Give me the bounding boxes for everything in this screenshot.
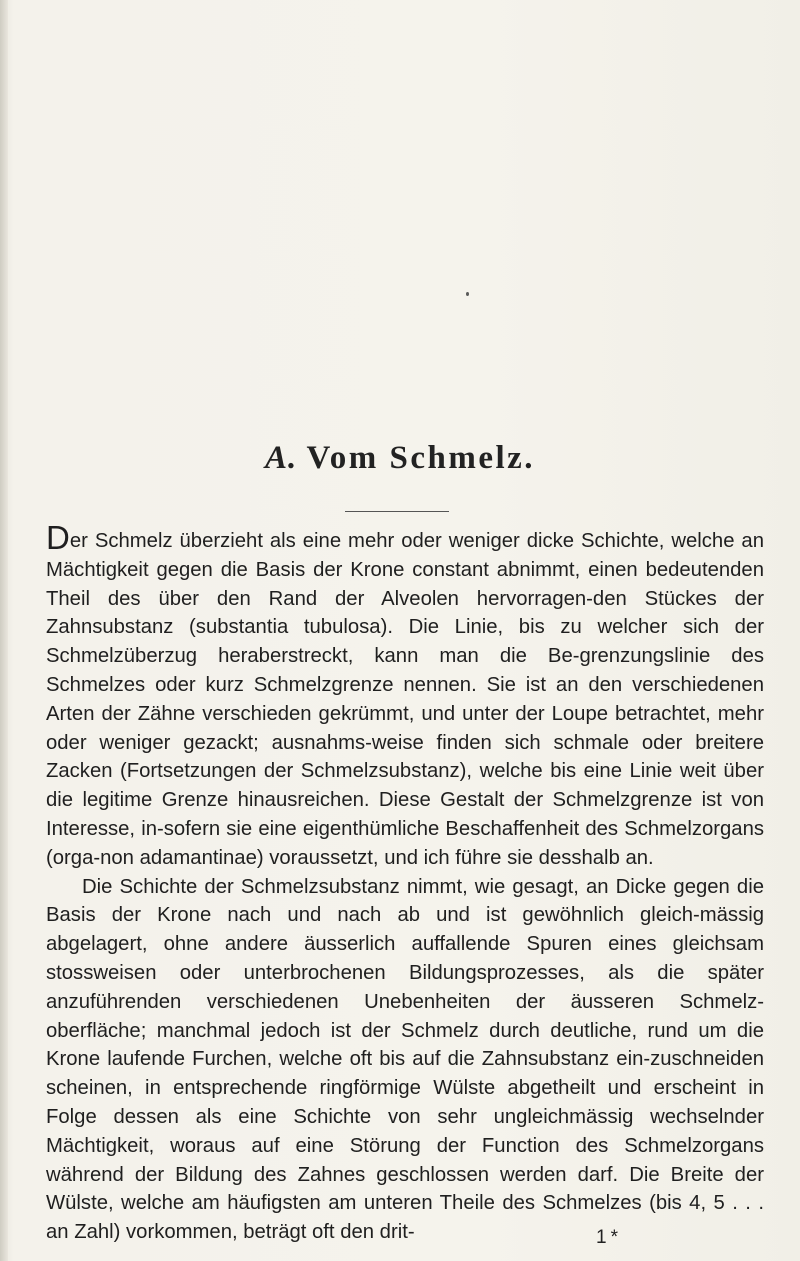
printer-signature: 1* (596, 1227, 622, 1248)
paragraph-1-text: er Schmelz überzieht als eine mehr oder weniger dicke Schichte, welche an Mächtigkeit gegen die Basis der Krone constant abnimmt, einen bedeutenden Theil des über den Rand der Alveolen hervorragen-den Stückes der Zahnsubstanz (substantia tubulosa). Die Linie, bis zu welcher sich der Schmelzüberzug heraberstreckt, kann man die Be-grenzungslinie des Schmelzes oder kurz Schmelzgrenze nennen. Sie ist an den verschiedenen Arten der Zähne verschieden gekrümmt, und unter der Loupe betrachtet, mehr oder weniger gezackt; ausnahms-weise finden sich schmale oder breitere Zacken (Fortsetzungen der Schmelzsubstanz), welche bis eine Linie weit über die legitime Grenze hinausreichen. Diese Gestalt der Schmelzgrenze ist von Interesse, in-sofern sie eine eigenthümliche Beschaffenheit des Schmelzorgans (orga-non adamantinae) voraussetzt, und ich führe sie desshalb an. (46, 530, 764, 869)
body-text (46, 519, 764, 1247)
section-letter: A. (264, 440, 298, 476)
page-gutter-shadow (0, 0, 8, 1261)
drop-cap: D (46, 519, 70, 556)
paragraph-2: Die Schichte der Schmelzsubstanz nimmt, wie gesagt, an Dicke gegen die Basis der Krone nach und nach ab und ist gewöhnlich gleich-mässig abgelagert, ohne andere äusserlich auffallende Spuren eines gleichsam stossweisen oder unterbrochenen Bildungsprozesses, als die später anzuführenden verschiedenen Unebenheiten der äusseren Schmelz-oberfläche; manchmal jedoch ist der Schmelz durch deutliche, rund um die Krone laufende Furchen, welche oft bis auf die Zahnsubstanz ein-zuschneiden scheinen, in entsprechende ringförmige Wülste abgetheilt und erscheint in Folge dessen als eine Schichte von sehr ungleichmässig wechselnder Mächtigkeit, woraus auf eine Störung der Function des Schmelzorgans während der Bildung des Zahnes geschlossen werden darf. Die Breite der Wülste, welche am häufigsten am unteren Theile des Schmelzes (bis 4, 5 . . . an Zahl) vorkommen, beträgt oft den drit- (46, 875, 764, 1244)
heading-divider (345, 511, 449, 512)
section-heading (0, 440, 800, 477)
ink-speck (466, 292, 469, 296)
paragraph-1 (46, 519, 764, 873)
section-title: Vom Schmelz. (306, 440, 536, 476)
